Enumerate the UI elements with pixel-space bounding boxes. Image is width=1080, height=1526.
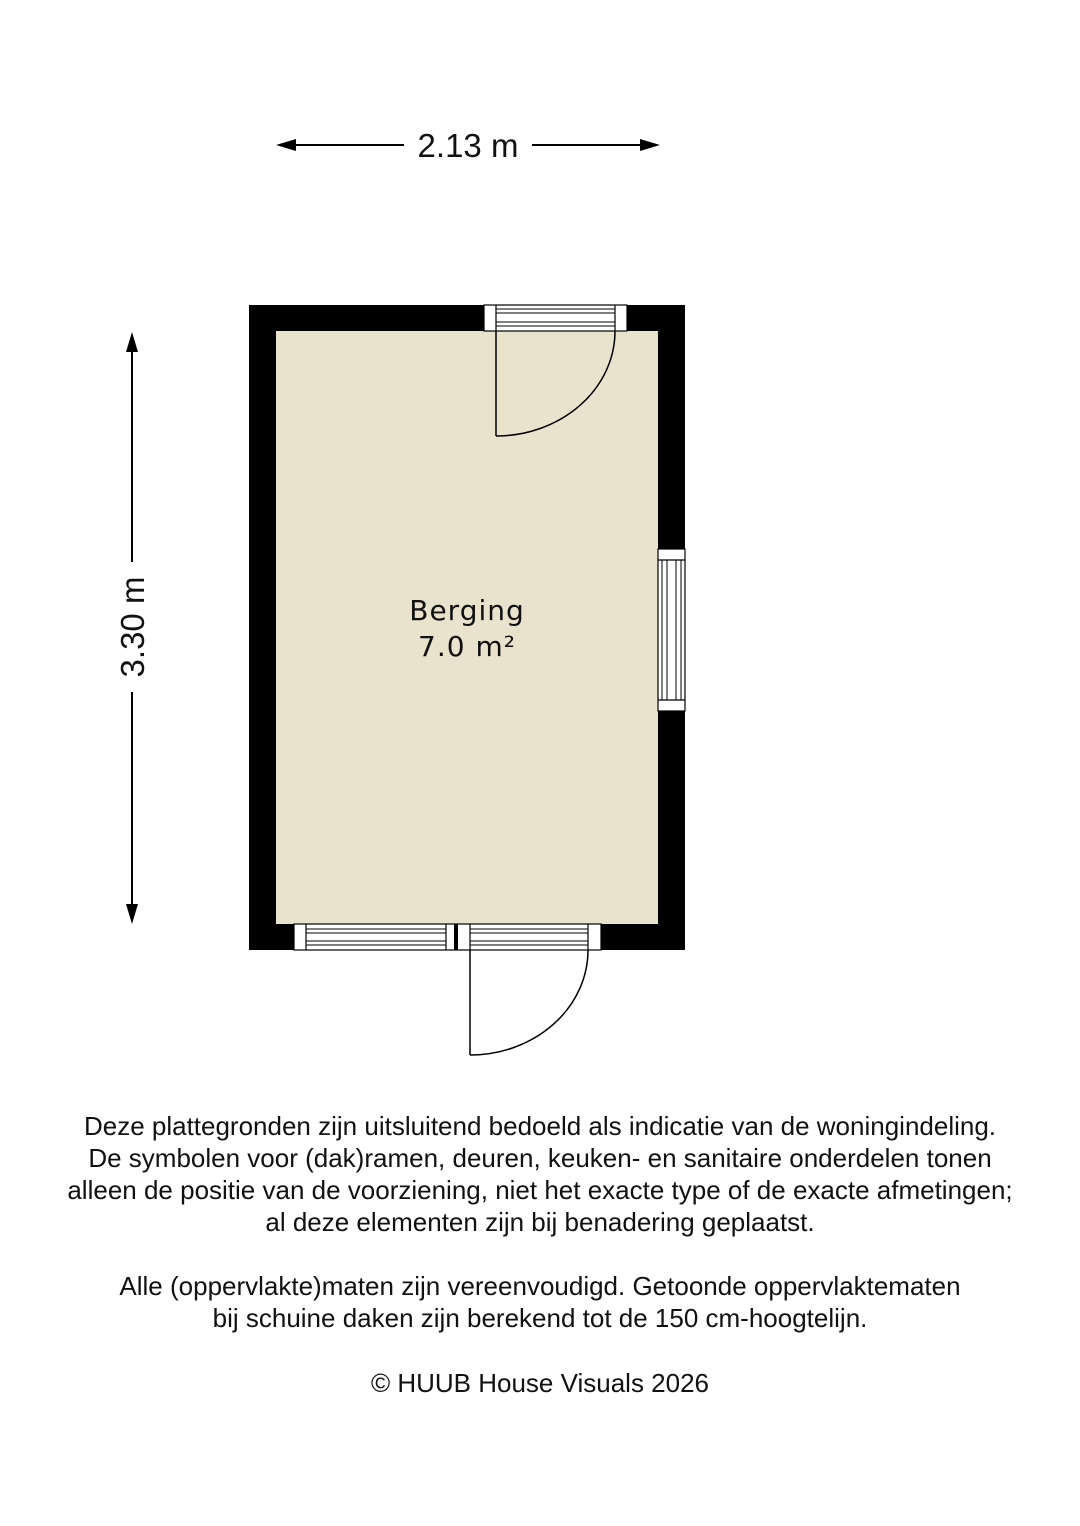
disclaimer-line: bij schuine daken zijn berekend tot de 150 cm-hoogtelijn. xyxy=(212,1303,868,1333)
room-area: 7.0 m² xyxy=(418,630,516,663)
height-dimension xyxy=(114,332,151,924)
disclaimer-line: De symbolen voor (dak)ramen, deuren, keuken- en sanitaire onderdelen tonen xyxy=(88,1143,992,1173)
room-berging xyxy=(249,305,685,1055)
room-floor xyxy=(276,331,658,924)
disclaimer-paragraph-2 xyxy=(0,1270,1080,1334)
bottom-door-swing xyxy=(470,950,588,1055)
disclaimer-paragraph-1 xyxy=(0,1110,1080,1238)
disclaimer-line: alleen de positie van de voorziening, niet het exacte type of de exacte afmetingen; xyxy=(67,1175,1013,1205)
disclaimer xyxy=(0,1110,1080,1334)
disclaimer-line: Deze plattegronden zijn uitsluitend bedoeld als indicatie van de woningindeling. xyxy=(83,1111,997,1141)
disclaimer-line: Alle (oppervlakte)maten zijn vereenvoudigd. Getoonde oppervlaktematen xyxy=(119,1271,961,1301)
copyright: © HUUB House Visuals 2026 xyxy=(370,1368,710,1398)
bottom-window xyxy=(294,924,601,950)
room-name: Berging xyxy=(409,594,525,627)
height-dimension-label: 3.30 m xyxy=(114,576,151,678)
width-dimension-label: 2.13 m xyxy=(417,127,519,164)
right-window xyxy=(658,549,685,711)
disclaimer-line: al deze elementen zijn bij benadering geplaatst. xyxy=(265,1207,815,1237)
width-dimension xyxy=(276,127,660,164)
top-window xyxy=(484,305,627,331)
